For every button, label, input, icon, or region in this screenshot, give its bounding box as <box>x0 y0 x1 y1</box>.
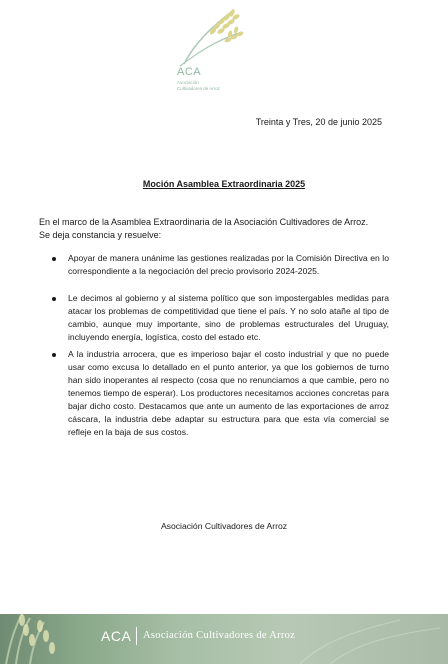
intro-paragraph <box>39 216 391 242</box>
intro-line-1: En el marco de la Asamblea Extraordinaria de la Asociación Cultivadores de Arroz. <box>39 217 369 227</box>
footer-abbreviation: ACA <box>101 628 132 644</box>
logo-subtitle-line1: Asociación <box>177 80 199 85</box>
list-item-text: A la industria arrocera, que es imperioso bajar el costo industrial y que no puede usar como excusa lo detallado en el punto anterior, ya que los gobiernos de turno han sido inoperantes al respecto (cosa que no renunciamos a que cambie, pero no tenemos tiempo de esperar). Los productores necesitamos acciones concretas para bajar dicho costo. Destacamos que ante un aumento de las exportaciones de arroz cáscara, la industria debe adaptar su estructura para que esta vía comercial se refleje en la baja de sus costos. <box>68 349 389 437</box>
logo-abbreviation: ACA <box>177 66 202 78</box>
bullet-icon <box>52 297 56 301</box>
rice-stalk-icon <box>150 4 270 96</box>
list-item <box>39 252 389 278</box>
document-title: Moción Asamblea Extraordinaria 2025 <box>142 179 306 189</box>
bullet-icon <box>52 353 56 357</box>
footer-banner <box>0 614 448 664</box>
list-item-text: Le decimos al gobierno y al sistema político que son impostergables medidas para atacar los problemas de competitividad que tiene el país. Y no solo atañe al tipo de cambio, aunque muy importante, sino de problemas estructurales del Uruguay, incluyendo energía, logística, costo del estado etc. <box>68 293 389 342</box>
resolution-list <box>39 252 389 439</box>
document-date: Treinta y Tres, 20 de junio 2025 <box>255 117 382 127</box>
list-item-text: Apoyar de manera unánime las gestiones realizadas por la Comisión Directiva en lo correspondiente a la negociación del precio provisorio 2024-2025. <box>68 253 389 276</box>
footer-divider <box>136 627 137 645</box>
footer-organization-name: Asociación Cultivadores de Arroz <box>143 630 296 641</box>
signature: Asociación Cultivadores de Arroz <box>160 521 288 531</box>
logo-subtitle-line2: Cultivadores de Arroz <box>177 86 221 91</box>
bullet-icon <box>52 257 56 261</box>
aca-logo <box>150 4 270 96</box>
intro-line-2: Se deja constancia y resuelve: <box>39 230 162 240</box>
list-item <box>39 348 389 439</box>
list-item <box>39 292 389 344</box>
